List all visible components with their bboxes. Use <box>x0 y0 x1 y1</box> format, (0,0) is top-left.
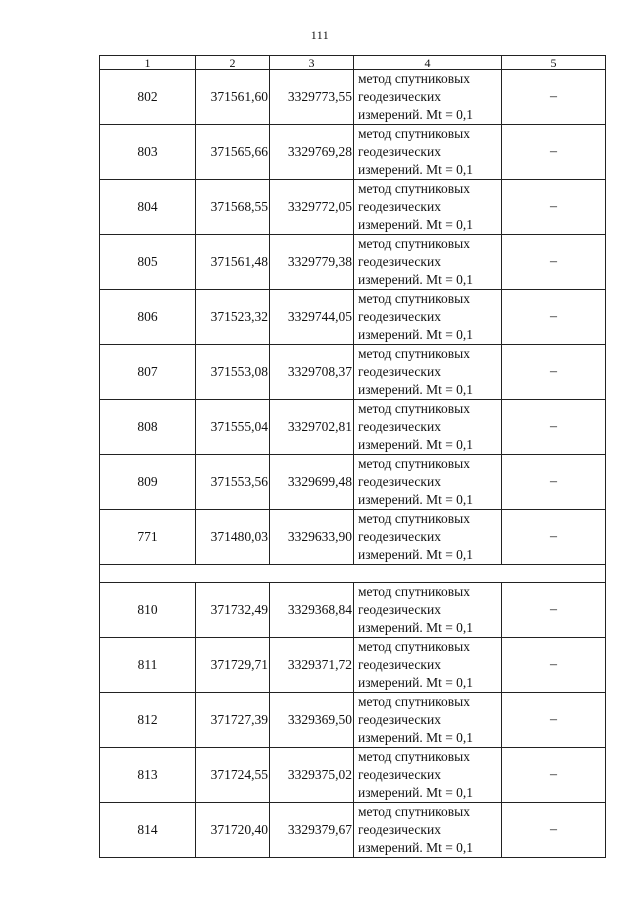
x-coordinate: 371568,55 <box>196 180 270 235</box>
table-row <box>100 638 606 693</box>
method-cell <box>354 638 502 693</box>
method-line: метод спутниковых <box>358 804 470 819</box>
column-header-2: 2 <box>196 56 270 70</box>
table-body <box>100 70 606 858</box>
method-line: геодезических <box>358 254 441 269</box>
method-line: геодезических <box>358 602 441 617</box>
y-coordinate: 3329368,84 <box>270 583 354 638</box>
point-number: 805 <box>100 235 196 290</box>
page-number: 111 <box>310 28 330 42</box>
method-line: геодезических <box>358 419 441 434</box>
x-coordinate: 371732,49 <box>196 583 270 638</box>
note-cell: – <box>502 290 606 345</box>
method-line: измерений. Mt = 0,1 <box>358 675 474 690</box>
table-row <box>100 400 606 455</box>
method-cell <box>354 180 502 235</box>
y-coordinate: 3329779,38 <box>270 235 354 290</box>
method-line: геодезических <box>358 822 441 837</box>
note-cell: – <box>502 510 606 565</box>
method-cell <box>354 693 502 748</box>
note-cell: – <box>502 345 606 400</box>
table-row <box>100 235 606 290</box>
method-cell <box>354 400 502 455</box>
point-number: 806 <box>100 290 196 345</box>
column-header-5: 5 <box>502 56 606 70</box>
method-line: метод спутниковых <box>358 584 470 599</box>
method-line: измерений. Mt = 0,1 <box>358 620 474 635</box>
method-line: измерений. Mt = 0,1 <box>358 217 474 232</box>
method-cell <box>354 510 502 565</box>
method-line: метод спутниковых <box>358 346 470 361</box>
x-coordinate: 371729,71 <box>196 638 270 693</box>
note-cell: – <box>502 400 606 455</box>
method-line: геодезических <box>358 657 441 672</box>
point-number: 808 <box>100 400 196 455</box>
y-coordinate: 3329379,67 <box>270 803 354 858</box>
y-coordinate: 3329702,81 <box>270 400 354 455</box>
method-line: метод спутниковых <box>358 236 470 251</box>
method-cell <box>354 345 502 400</box>
x-coordinate: 371720,40 <box>196 803 270 858</box>
method-line: измерений. Mt = 0,1 <box>358 107 474 122</box>
method-line: измерений. Mt = 0,1 <box>358 547 474 562</box>
method-cell <box>354 583 502 638</box>
point-number: 771 <box>100 510 196 565</box>
x-coordinate: 371553,56 <box>196 455 270 510</box>
x-coordinate: 371565,66 <box>196 125 270 180</box>
method-cell <box>354 235 502 290</box>
method-line: геодезических <box>358 529 441 544</box>
method-line: геодезических <box>358 309 441 324</box>
method-cell <box>354 70 502 125</box>
table-row <box>100 125 606 180</box>
note-cell: – <box>502 235 606 290</box>
table-row <box>100 583 606 638</box>
table-row <box>100 803 606 858</box>
method-line: измерений. Mt = 0,1 <box>358 492 474 507</box>
x-coordinate: 371553,08 <box>196 345 270 400</box>
column-header-3: 3 <box>270 56 354 70</box>
table-header <box>100 56 606 70</box>
column-header-4: 4 <box>354 56 502 70</box>
method-line: геодезических <box>358 144 441 159</box>
method-line: геодезических <box>358 364 441 379</box>
note-cell: – <box>502 70 606 125</box>
note-cell: – <box>502 803 606 858</box>
table-row <box>100 345 606 400</box>
column-header-1: 1 <box>100 56 196 70</box>
point-number: 802 <box>100 70 196 125</box>
y-coordinate: 3329772,05 <box>270 180 354 235</box>
method-cell <box>354 125 502 180</box>
method-line: измерений. Mt = 0,1 <box>358 162 474 177</box>
table-row <box>100 748 606 803</box>
method-line: измерений. Mt = 0,1 <box>358 327 474 342</box>
note-cell: – <box>502 455 606 510</box>
point-number: 804 <box>100 180 196 235</box>
method-cell <box>354 748 502 803</box>
method-line: метод спутниковых <box>358 291 470 306</box>
table-row <box>100 290 606 345</box>
x-coordinate: 371561,60 <box>196 70 270 125</box>
point-number: 813 <box>100 748 196 803</box>
y-coordinate: 3329744,05 <box>270 290 354 345</box>
note-cell: – <box>502 125 606 180</box>
table-row <box>100 180 606 235</box>
note-cell: – <box>502 638 606 693</box>
point-number: 811 <box>100 638 196 693</box>
table-row <box>100 455 606 510</box>
x-coordinate: 371724,55 <box>196 748 270 803</box>
method-line: метод спутниковых <box>358 749 470 764</box>
point-number: 803 <box>100 125 196 180</box>
method-line: метод спутниковых <box>358 456 470 471</box>
method-line: метод спутниковых <box>358 694 470 709</box>
y-coordinate: 3329369,50 <box>270 693 354 748</box>
method-line: геодезических <box>358 89 441 104</box>
note-cell: – <box>502 748 606 803</box>
y-coordinate: 3329633,90 <box>270 510 354 565</box>
point-number: 814 <box>100 803 196 858</box>
separator-row <box>100 565 606 583</box>
point-number: 812 <box>100 693 196 748</box>
method-cell <box>354 455 502 510</box>
method-line: геодезических <box>358 474 441 489</box>
note-cell: – <box>502 180 606 235</box>
table-row <box>100 510 606 565</box>
method-line: измерений. Mt = 0,1 <box>358 272 474 287</box>
method-line: геодезических <box>358 199 441 214</box>
method-line: геодезических <box>358 767 441 782</box>
table-row <box>100 70 606 125</box>
method-line: измерений. Mt = 0,1 <box>358 437 474 452</box>
method-line: геодезических <box>358 712 441 727</box>
method-line: метод спутниковых <box>358 126 470 141</box>
x-coordinate: 371555,04 <box>196 400 270 455</box>
method-line: метод спутниковых <box>358 401 470 416</box>
method-line: метод спутниковых <box>358 71 470 86</box>
x-coordinate: 371727,39 <box>196 693 270 748</box>
point-number: 807 <box>100 345 196 400</box>
note-cell: – <box>502 583 606 638</box>
coordinates-table <box>99 55 606 858</box>
x-coordinate: 371523,32 <box>196 290 270 345</box>
table-row <box>100 693 606 748</box>
separator-cell <box>100 565 606 583</box>
method-line: измерений. Mt = 0,1 <box>358 785 474 800</box>
y-coordinate: 3329769,28 <box>270 125 354 180</box>
method-cell <box>354 803 502 858</box>
note-cell: – <box>502 693 606 748</box>
method-line: измерений. Mt = 0,1 <box>358 840 474 855</box>
method-line: метод спутниковых <box>358 511 470 526</box>
y-coordinate: 3329699,48 <box>270 455 354 510</box>
y-coordinate: 3329773,55 <box>270 70 354 125</box>
method-line: метод спутниковых <box>358 181 470 196</box>
method-line: метод спутниковых <box>358 639 470 654</box>
y-coordinate: 3329708,37 <box>270 345 354 400</box>
method-cell <box>354 290 502 345</box>
method-line: измерений. Mt = 0,1 <box>358 382 474 397</box>
point-number: 809 <box>100 455 196 510</box>
y-coordinate: 3329371,72 <box>270 638 354 693</box>
x-coordinate: 371561,48 <box>196 235 270 290</box>
point-number: 810 <box>100 583 196 638</box>
x-coordinate: 371480,03 <box>196 510 270 565</box>
method-line: измерений. Mt = 0,1 <box>358 730 474 745</box>
y-coordinate: 3329375,02 <box>270 748 354 803</box>
